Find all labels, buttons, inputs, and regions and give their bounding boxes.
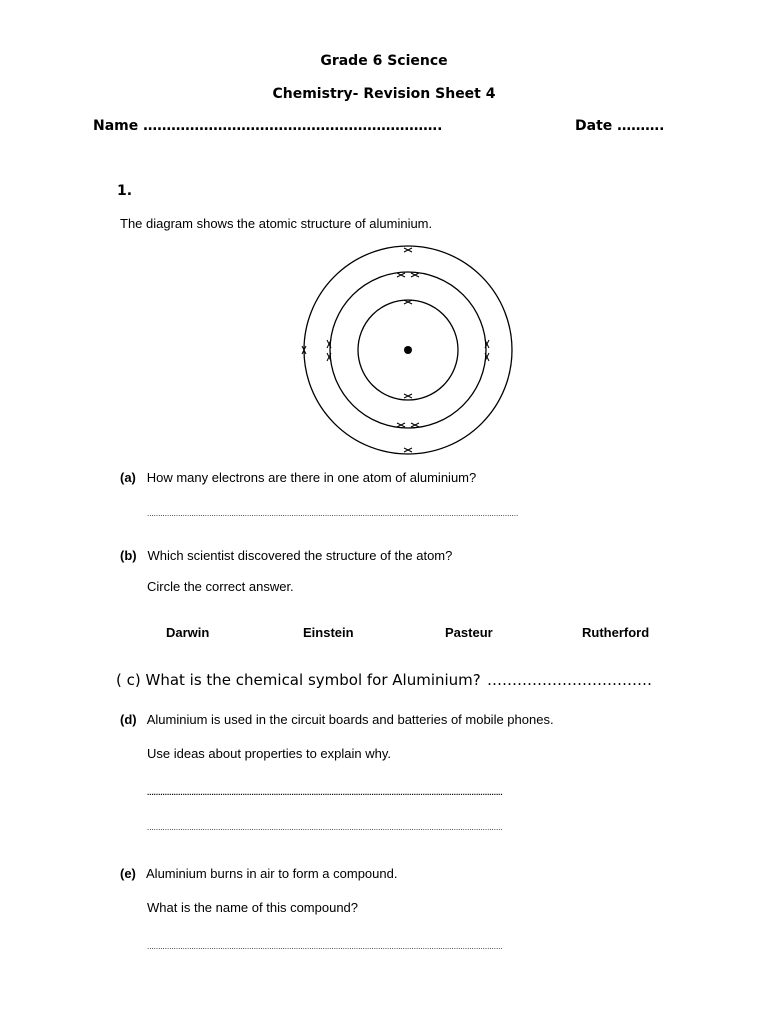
option-einstein[interactable]: Einstein [303, 625, 354, 640]
answer-line-c[interactable]: …………………………… [487, 671, 652, 689]
question-b [120, 548, 452, 563]
option-pasteur[interactable]: Pasteur [445, 625, 493, 640]
question-b-text: Which scientist discovered the structure of the atom? [147, 548, 453, 563]
question-e [120, 866, 397, 881]
question-d-label: (d) [120, 712, 137, 727]
date-field[interactable] [575, 118, 664, 134]
worksheet-subtitle: Chemistry- Revision Sheet 4 [272, 86, 496, 102]
nucleus [404, 346, 412, 354]
answer-line-a[interactable]: ....................................................................................................................................................................... [147, 509, 519, 518]
question-e-label: (e) [120, 866, 136, 881]
date-line: ………. [617, 118, 665, 134]
worksheet-title: Grade 6 Science [320, 53, 448, 69]
question-intro: The diagram shows the atomic structure of aluminium. [120, 216, 433, 231]
question-a-text: How many electrons are there in one atom of aluminium? [146, 470, 477, 485]
option-darwin[interactable]: Darwin [166, 625, 210, 640]
date-label: Date [575, 118, 613, 134]
question-e-text: Aluminium burns in air to form a compound. [146, 866, 398, 881]
question-b-label: (b) [120, 548, 137, 563]
option-rutherford[interactable]: Rutherford [582, 625, 650, 640]
question-d [120, 712, 554, 727]
question-d-text: Aluminium is used in the circuit boards and batteries of mobile phones. [146, 712, 554, 727]
question-c-text: ( c) What is the chemical symbol for Aluminium? [116, 671, 481, 689]
question-number: 1. [117, 183, 133, 199]
name-line: ………………………………………………………. [143, 118, 443, 134]
answer-line-d2[interactable]: ................................................................................................................................................................ [147, 823, 503, 832]
name-field[interactable] [93, 118, 442, 134]
answer-line-d1[interactable]: ................................................................................................................................................................ [147, 788, 503, 797]
question-e-instruction: What is the name of this compound? [147, 900, 359, 915]
question-d-instruction: Use ideas about properties to explain why. [147, 746, 392, 761]
question-a [120, 470, 476, 485]
question-b-instruction: Circle the correct answer. [147, 579, 294, 594]
aluminium-atom-diagram [296, 242, 522, 460]
name-label: Name [93, 118, 139, 134]
answer-line-e[interactable]: ................................................................................................................................................................ [147, 942, 503, 951]
question-a-label: (a) [120, 470, 136, 485]
